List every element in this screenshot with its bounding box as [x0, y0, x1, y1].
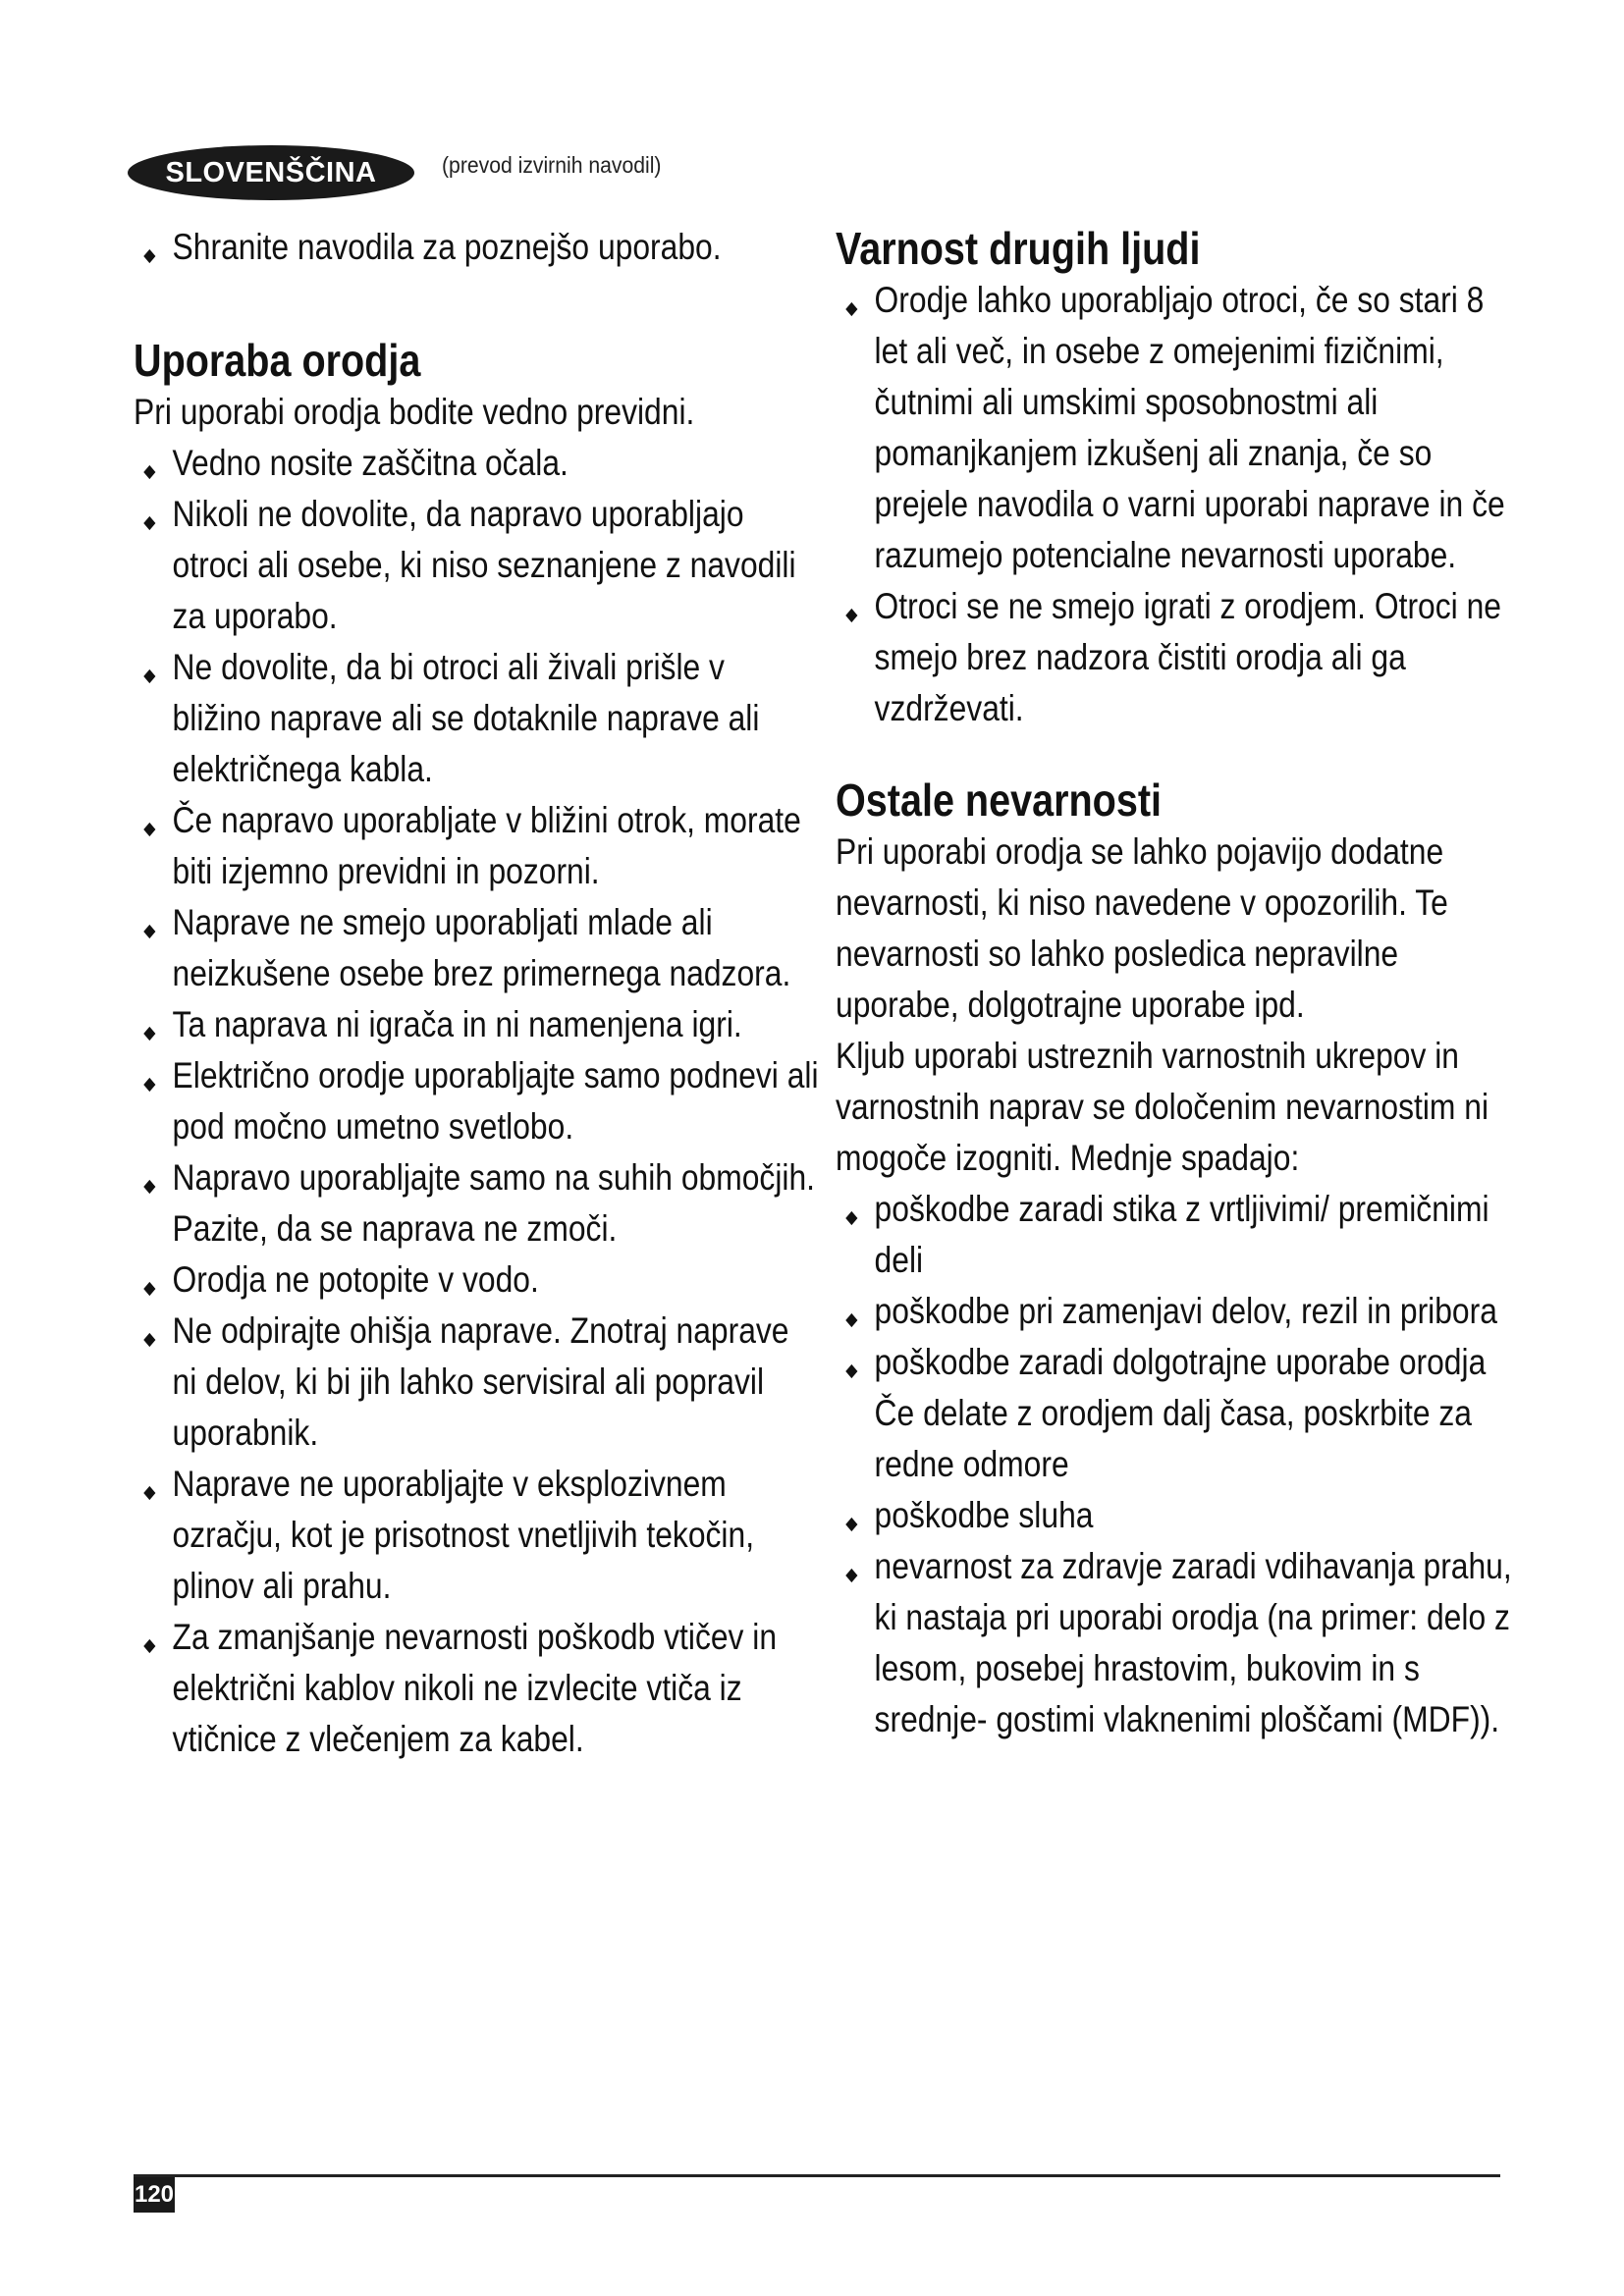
- bullet-icon: [845, 609, 857, 622]
- list-item: Napravo uporabljajte samo na suhih območjih. Pazite, da se naprava ne zmoči.: [134, 1152, 819, 1255]
- list-item: Naprave ne smejo uporabljati mlade ali neizkušene osebe brez primernega nadzora.: [134, 897, 819, 999]
- bullet-icon: [143, 1333, 155, 1347]
- list-item: Ne odpirajte ohišja naprave. Znotraj naprave ni delov, ki bi jih lahko servisiral ali popravil uporabnik.: [134, 1306, 819, 1459]
- bullet-icon: [143, 1639, 155, 1653]
- residual-risks-paragraph-1: Pri uporabi orodja se lahko pojavijo dodatne nevarnosti, ki niso navedene v opozorilih. Te nevarnosti so lahko posledica nepravilne uporabe, dolgotrajne uporabe ipd.: [836, 831, 1448, 1025]
- bullet-icon: [143, 823, 155, 836]
- list-item: nevarnost za zdravje zaradi vdihavanja prahu, ki nastaja pri uporabi orodja (na primer: delo z lesom, posebej hrastovim, bukovim in s srednje- gostimi vlaknenimi ploščami (MDF)).: [836, 1541, 1521, 1745]
- section-heading-others-safety: Varnost drugih ljudi: [836, 223, 1201, 274]
- list-item: poškodbe pri zamenjavi delov, rezil in pribora: [836, 1286, 1521, 1337]
- bullet-icon: [845, 1313, 857, 1327]
- list-item: Ne dovolite, da bi otroci ali živali prišle v bližino naprave ali se dotaknile naprave ali električnega kabla.: [134, 642, 819, 795]
- bullet-icon: [143, 925, 155, 938]
- residual-risks-bullet-list: [836, 1184, 1521, 1745]
- left-column: [134, 222, 821, 1765]
- language-badge: SLOVENŠČINA: [128, 145, 414, 200]
- list-item: poškodbe zaradi dolgotrajne uporabe orodja Če delate z orodjem dalj časa, poskrbite za redne odmore: [836, 1337, 1521, 1490]
- section-intro: Pri uporabi orodja bodite vedno previdni.: [134, 392, 695, 432]
- bullet-icon: [143, 516, 155, 530]
- list-item: Shranite navodila za poznejšo uporabo.: [134, 222, 819, 273]
- list-item: Nikoli ne dovolite, da napravo uporabljajo otroci ali osebe, ki niso seznanjene z navodili za uporabo.: [134, 489, 819, 642]
- residual-risks-paragraph-2: Kljub uporabi ustreznih varnostnih ukrepov in varnostnih naprav se določenim nevarnostim ni mogoče izogniti. Mednje spadajo:: [836, 1036, 1489, 1178]
- right-column: [836, 222, 1523, 1745]
- bullet-icon: [845, 1211, 857, 1225]
- list-item: Za zmanjšanje nevarnosti poškodb vtičev in električni kablov nikoli ne izvlecite vtiča iz vtičnice z vlečenjem za kabel.: [134, 1612, 819, 1765]
- bullet-icon: [845, 1518, 857, 1531]
- bullet-icon: [845, 1569, 857, 1582]
- footer-divider: [134, 2174, 1500, 2177]
- bullet-icon: [143, 249, 155, 263]
- page-number: 120: [134, 2177, 175, 2213]
- others-safety-bullet-list: [836, 275, 1521, 734]
- list-item: poškodbe zaradi stika z vrtljivimi/ premičnimi deli: [836, 1184, 1521, 1286]
- section-heading-tool-use: Uporaba orodja: [134, 335, 421, 386]
- list-item: Orodja ne potopite v vodo.: [134, 1255, 819, 1306]
- intro-bullet-list: [134, 222, 819, 273]
- list-item: Ta naprava ni igrača in ni namenjena igri.: [134, 999, 819, 1050]
- list-item: Orodje lahko uporabljajo otroci, če so stari 8 let ali več, in osebe z omejenimi fizičnimi, čutnimi ali umskimi sposobnostmi ali pomanjkanjem izkušenj ali znanja, če so prejele navodila o varni uporabi naprave in če razumejo potencialne nevarnosti uporabe.: [836, 275, 1521, 581]
- translation-note: (prevod izvirnih navodil): [442, 152, 662, 178]
- list-item: Električno orodje uporabljajte samo podnevi ali pod močno umetno svetlobo.: [134, 1050, 819, 1152]
- section-heading-residual-risks: Ostale nevarnosti: [836, 774, 1163, 826]
- bullet-icon: [845, 1364, 857, 1378]
- bullet-icon: [143, 1282, 155, 1296]
- tool-use-bullet-list: [134, 438, 819, 1765]
- list-item: poškodbe sluha: [836, 1490, 1521, 1541]
- bullet-icon: [143, 465, 155, 479]
- bullet-icon: [143, 669, 155, 683]
- bullet-icon: [845, 302, 857, 316]
- list-item: Naprave ne uporabljajte v eksplozivnem ozračju, kot je prisotnost vnetljivih tekočin, plinov ali prahu.: [134, 1459, 819, 1612]
- bullet-icon: [143, 1486, 155, 1500]
- list-item: Vedno nosite zaščitna očala.: [134, 438, 819, 489]
- list-item: Otroci se ne smejo igrati z orodjem. Otroci ne smejo brez nadzora čistiti orodja ali ga vzdrževati.: [836, 581, 1521, 734]
- bullet-icon: [143, 1180, 155, 1194]
- bullet-icon: [143, 1078, 155, 1092]
- bullet-icon: [143, 1027, 155, 1041]
- list-item: Če napravo uporabljate v bližini otrok, morate biti izjemno previdni in pozorni.: [134, 795, 819, 897]
